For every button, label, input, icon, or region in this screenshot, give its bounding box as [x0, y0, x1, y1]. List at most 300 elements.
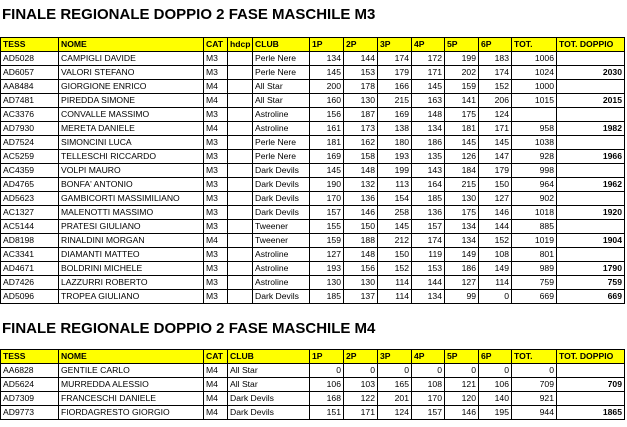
table-row — [1, 220, 625, 234]
table-cell: 143 — [412, 164, 445, 178]
table-cell: 885 — [512, 220, 557, 234]
table-cell: AC3376 — [1, 108, 59, 122]
table-cell: AD5028 — [1, 52, 59, 66]
table-cell: FRANCESCHI DANIELE — [59, 392, 204, 406]
table-row — [1, 406, 625, 420]
table-row — [1, 122, 625, 136]
table-cell: 114 — [378, 276, 412, 290]
table-cell: 163 — [412, 94, 445, 108]
table-cell: 157 — [310, 206, 344, 220]
table-cell: 171 — [412, 66, 445, 80]
table-cell: Astroline — [253, 276, 310, 290]
table-cell: 1904 — [557, 234, 625, 248]
table-cell — [228, 108, 253, 122]
table-row — [1, 80, 625, 94]
table-cell: 181 — [310, 136, 344, 150]
table-cell — [228, 80, 253, 94]
table-cell: All Star — [228, 378, 310, 392]
table-cell: 170 — [412, 392, 445, 406]
table-cell: M4 — [204, 392, 228, 406]
table-cell: 114 — [479, 276, 512, 290]
table-row — [1, 164, 625, 178]
table-cell: 145 — [378, 220, 412, 234]
table-cell: 185 — [310, 290, 344, 304]
table-cell: AD8198 — [1, 234, 59, 248]
table-cell — [228, 66, 253, 80]
table-cell — [557, 164, 625, 178]
table-cell: AD5624 — [1, 378, 59, 392]
table-cell: AD7930 — [1, 122, 59, 136]
table-row — [1, 248, 625, 262]
table-cell: 156 — [344, 262, 378, 276]
table-cell: FIORDAGRESTO GIORGIO — [59, 406, 204, 420]
table-cell — [228, 192, 253, 206]
table-cell — [228, 178, 253, 192]
table-cell: 212 — [378, 234, 412, 248]
table-cell: 1018 — [512, 206, 557, 220]
table-cell: 759 — [557, 276, 625, 290]
table-cell: 147 — [479, 150, 512, 164]
table-cell: 106 — [310, 378, 344, 392]
table-cell: 184 — [445, 164, 479, 178]
table-cell: 998 — [512, 164, 557, 178]
table-cell: Dark Devils — [253, 164, 310, 178]
table-cell — [228, 262, 253, 276]
table-cell: 801 — [512, 248, 557, 262]
table-cell: 148 — [412, 108, 445, 122]
table-cell: 0 — [310, 364, 344, 378]
table-cell: 170 — [310, 192, 344, 206]
table-cell — [557, 248, 625, 262]
table-cell — [557, 192, 625, 206]
table-cell: 180 — [378, 136, 412, 150]
table-cell: 130 — [344, 94, 378, 108]
table-cell: Perle Nere — [253, 150, 310, 164]
table-cell: AD5623 — [1, 192, 59, 206]
table-cell: 144 — [479, 220, 512, 234]
table-cell: 0 — [378, 364, 412, 378]
table-cell: 134 — [412, 122, 445, 136]
table-cell: 1865 — [557, 406, 625, 420]
table-cell: 145 — [310, 66, 344, 80]
table-cell: 199 — [378, 164, 412, 178]
table-cell: M3 — [204, 178, 228, 192]
table-cell: 152 — [479, 234, 512, 248]
table-cell: AD4765 — [1, 178, 59, 192]
table-cell: 709 — [512, 378, 557, 392]
table-cell: Astroline — [253, 122, 310, 136]
table-row — [1, 364, 625, 378]
m4-header-cell: 3P — [378, 350, 412, 364]
table-cell: 157 — [412, 406, 445, 420]
table-cell: 130 — [445, 192, 479, 206]
table-cell: 150 — [344, 220, 378, 234]
m4-header-cell: TESS — [1, 350, 59, 364]
table-cell: MALENOTTI MASSIMO — [59, 206, 204, 220]
table-cell: 145 — [310, 164, 344, 178]
table-cell: 134 — [445, 234, 479, 248]
table-cell: 179 — [479, 164, 512, 178]
table-cell — [228, 136, 253, 150]
table-cell: M4 — [204, 406, 228, 420]
table-cell: M3 — [204, 262, 228, 276]
table-cell: 153 — [412, 262, 445, 276]
table-cell: M3 — [204, 52, 228, 66]
table-cell: GIORGIONE ENRICO — [59, 80, 204, 94]
table-cell: 124 — [378, 406, 412, 420]
table-cell: AA6828 — [1, 364, 59, 378]
table-cell: 99 — [445, 290, 479, 304]
table-cell — [557, 80, 625, 94]
table-cell: 153 — [344, 66, 378, 80]
table-cell: AC3341 — [1, 248, 59, 262]
table-cell: AD9773 — [1, 406, 59, 420]
table-cell: 0 — [412, 364, 445, 378]
table-row — [1, 52, 625, 66]
table-cell: 137 — [344, 290, 378, 304]
table-cell: 1982 — [557, 122, 625, 136]
table-cell: M3 — [204, 276, 228, 290]
m4-header-cell: 2P — [344, 350, 378, 364]
m4-header-cell: 4P — [412, 350, 445, 364]
table-cell: 188 — [344, 234, 378, 248]
table-cell: VALORI STEFANO — [59, 66, 204, 80]
table-cell: AC1327 — [1, 206, 59, 220]
table-cell: 206 — [479, 94, 512, 108]
table-cell: 149 — [479, 262, 512, 276]
table-cell: 0 — [445, 364, 479, 378]
table-cell — [228, 276, 253, 290]
table-cell: 202 — [445, 66, 479, 80]
m4-header-cell: TOT. — [512, 350, 557, 364]
table-cell: 186 — [445, 262, 479, 276]
table-cell: 134 — [310, 52, 344, 66]
table-cell: 958 — [512, 122, 557, 136]
table-cell — [228, 52, 253, 66]
table-row — [1, 94, 625, 108]
table-cell: 166 — [378, 80, 412, 94]
table-cell — [228, 290, 253, 304]
table-cell: 169 — [310, 150, 344, 164]
table-cell: 928 — [512, 150, 557, 164]
table-cell: TROPEA GIULIANO — [59, 290, 204, 304]
table-cell: Perle Nere — [253, 52, 310, 66]
table-cell: 172 — [412, 52, 445, 66]
table-cell: 127 — [479, 192, 512, 206]
table-row — [1, 150, 625, 164]
table-cell: 146 — [344, 206, 378, 220]
table-cell: M3 — [204, 290, 228, 304]
table-cell: 113 — [378, 178, 412, 192]
table-cell: SIMONCINI LUCA — [59, 136, 204, 150]
m3-header-cell: 2P — [344, 38, 378, 52]
table-cell: GENTILE CARLO — [59, 364, 204, 378]
table-cell: 201 — [378, 392, 412, 406]
table-cell: 175 — [445, 206, 479, 220]
table-cell: 169 — [378, 108, 412, 122]
table-cell: LAZZURRI ROBERTO — [59, 276, 204, 290]
table-cell: Perle Nere — [253, 136, 310, 150]
table-cell: 1019 — [512, 234, 557, 248]
table-cell: AD7481 — [1, 94, 59, 108]
table-cell: 964 — [512, 178, 557, 192]
table-cell — [228, 94, 253, 108]
table-cell — [557, 364, 625, 378]
m3-header-cell: 3P — [378, 38, 412, 52]
table-row — [1, 290, 625, 304]
table-cell: 171 — [479, 122, 512, 136]
table-row — [1, 262, 625, 276]
table-cell: AD7426 — [1, 276, 59, 290]
table-cell: 138 — [378, 122, 412, 136]
table-cell: 141 — [445, 94, 479, 108]
table-cell — [557, 108, 625, 122]
table-cell: 0 — [344, 364, 378, 378]
table-cell: 127 — [310, 248, 344, 262]
table-cell: Dark Devils — [253, 192, 310, 206]
table-cell: All Star — [253, 94, 310, 108]
table-cell — [512, 108, 557, 122]
table-row — [1, 108, 625, 122]
m4-header-cell: CAT — [204, 350, 228, 364]
table-cell: 195 — [479, 406, 512, 420]
m3-header-cell: CLUB — [253, 38, 310, 52]
table-cell: 161 — [310, 122, 344, 136]
m3-header-cell: 6P — [479, 38, 512, 52]
table-cell: 159 — [445, 80, 479, 94]
table-cell: 149 — [445, 248, 479, 262]
m3-header-row — [1, 38, 625, 52]
table-cell: M3 — [204, 136, 228, 150]
table-cell: MERETA DANIELE — [59, 122, 204, 136]
table-cell: 193 — [310, 262, 344, 276]
m3-header-cell: 4P — [412, 38, 445, 52]
table-cell: DIAMANTI MATTEO — [59, 248, 204, 262]
table-cell: 152 — [378, 262, 412, 276]
m3-header-cell: TOT. — [512, 38, 557, 52]
table-row — [1, 234, 625, 248]
table-cell: 144 — [344, 52, 378, 66]
table-cell: AD5096 — [1, 290, 59, 304]
table-cell: CONVALLE MASSIMO — [59, 108, 204, 122]
table-cell: 181 — [445, 122, 479, 136]
table-cell: AC5144 — [1, 220, 59, 234]
table-cell: 134 — [445, 220, 479, 234]
table-cell: 1962 — [557, 178, 625, 192]
table-cell: Perle Nere — [253, 66, 310, 80]
table-cell: 669 — [557, 290, 625, 304]
table-row — [1, 276, 625, 290]
table-cell: Dark Devils — [228, 392, 310, 406]
table-cell: M3 — [204, 206, 228, 220]
table-cell: 179 — [378, 66, 412, 80]
table-cell: 0 — [512, 364, 557, 378]
table-cell: Tweener — [253, 234, 310, 248]
table-cell: 126 — [445, 150, 479, 164]
table-cell — [557, 220, 625, 234]
table-cell: Astroline — [253, 108, 310, 122]
table-cell: M3 — [204, 66, 228, 80]
table-cell: M4 — [204, 94, 228, 108]
table-cell: M4 — [204, 364, 228, 378]
m3-header-cell: 5P — [445, 38, 479, 52]
table-cell: 1015 — [512, 94, 557, 108]
table-cell: 148 — [344, 164, 378, 178]
table-cell: Dark Devils — [228, 406, 310, 420]
table-cell: 157 — [412, 220, 445, 234]
table-cell: TELLESCHI RICCARDO — [59, 150, 204, 164]
table-cell: PIREDDA SIMONE — [59, 94, 204, 108]
table-cell: 145 — [445, 136, 479, 150]
table-cell: GAMBICORTI MASSIMILIANO — [59, 192, 204, 206]
m4-header-cell: 1P — [310, 350, 344, 364]
table-cell: 759 — [512, 276, 557, 290]
table-cell: 150 — [378, 248, 412, 262]
table-cell: M4 — [204, 378, 228, 392]
table-cell: 127 — [445, 276, 479, 290]
m3-header-cell: NOME — [59, 38, 204, 52]
table-cell: 187 — [344, 108, 378, 122]
table-cell: 1790 — [557, 262, 625, 276]
table-cell: 134 — [412, 290, 445, 304]
table-cell: M3 — [204, 220, 228, 234]
table-cell — [228, 206, 253, 220]
m3-title: FINALE REGIONALE DOPPIO 2 FASE MASCHILE M3 — [2, 6, 376, 23]
m4-header-cell: NOME — [59, 350, 204, 364]
table-cell: M3 — [204, 150, 228, 164]
table-cell: 173 — [344, 122, 378, 136]
table-cell: AD7309 — [1, 392, 59, 406]
table-cell: M3 — [204, 248, 228, 262]
m4-header-cell: 5P — [445, 350, 479, 364]
table-cell — [557, 136, 625, 150]
table-cell: 132 — [344, 178, 378, 192]
table-cell: Astroline — [253, 262, 310, 276]
m3-header-cell: hdcp — [228, 38, 253, 52]
m4-table — [0, 349, 625, 420]
table-cell: 174 — [378, 52, 412, 66]
table-cell: 174 — [412, 234, 445, 248]
table-cell: 175 — [445, 108, 479, 122]
m3-header-cell: TESS — [1, 38, 59, 52]
table-cell: 162 — [344, 136, 378, 150]
table-row — [1, 392, 625, 406]
table-cell: 130 — [344, 276, 378, 290]
table-cell: BOLDRINI MICHELE — [59, 262, 204, 276]
table-cell: 154 — [378, 192, 412, 206]
table-cell: PRATESI GIULIANO — [59, 220, 204, 234]
table-cell: 1006 — [512, 52, 557, 66]
table-cell: 124 — [479, 108, 512, 122]
table-cell — [228, 220, 253, 234]
table-cell: 114 — [378, 290, 412, 304]
table-cell: 1966 — [557, 150, 625, 164]
table-cell: 148 — [344, 248, 378, 262]
table-cell: 152 — [479, 80, 512, 94]
table-cell: 136 — [412, 206, 445, 220]
table-cell: 185 — [412, 192, 445, 206]
table-cell: 108 — [412, 378, 445, 392]
table-cell: 119 — [412, 248, 445, 262]
table-cell: 258 — [378, 206, 412, 220]
table-cell: 0 — [479, 364, 512, 378]
m3-header-cell: CAT — [204, 38, 228, 52]
table-cell: 902 — [512, 192, 557, 206]
table-cell: CAMPIGLI DAVIDE — [59, 52, 204, 66]
table-cell: M4 — [204, 80, 228, 94]
table-cell: MURREDDA ALESSIO — [59, 378, 204, 392]
table-cell: 135 — [412, 150, 445, 164]
table-cell: 155 — [310, 220, 344, 234]
table-cell: 200 — [310, 80, 344, 94]
table-cell: 944 — [512, 406, 557, 420]
table-cell: 122 — [344, 392, 378, 406]
m4-header-cell: CLUB — [228, 350, 310, 364]
table-cell: 103 — [344, 378, 378, 392]
table-cell: AD7524 — [1, 136, 59, 150]
m4-header-cell: 6P — [479, 350, 512, 364]
table-cell — [228, 164, 253, 178]
table-cell: 121 — [445, 378, 479, 392]
table-cell — [228, 122, 253, 136]
table-cell: 151 — [310, 406, 344, 420]
table-cell: 156 — [310, 108, 344, 122]
table-cell — [228, 234, 253, 248]
m4-title: FINALE REGIONALE DOPPIO 2 FASE MASCHILE M4 — [2, 320, 376, 337]
table-cell — [228, 248, 253, 262]
table-cell: 158 — [344, 150, 378, 164]
table-row — [1, 192, 625, 206]
table-cell: 136 — [344, 192, 378, 206]
table-cell: 183 — [479, 52, 512, 66]
table-cell: 120 — [445, 392, 479, 406]
table-cell: 2030 — [557, 66, 625, 80]
table-cell: 146 — [479, 206, 512, 220]
m3-header-cell: 1P — [310, 38, 344, 52]
table-cell: 190 — [310, 178, 344, 192]
table-cell: 0 — [479, 290, 512, 304]
table-cell: 1920 — [557, 206, 625, 220]
table-cell: 199 — [445, 52, 479, 66]
table-cell: AD6057 — [1, 66, 59, 80]
table-cell: AD4671 — [1, 262, 59, 276]
table-cell: 106 — [479, 378, 512, 392]
table-cell: 150 — [479, 178, 512, 192]
table-cell: 193 — [378, 150, 412, 164]
table-cell — [557, 392, 625, 406]
table-row — [1, 178, 625, 192]
table-cell: 140 — [479, 392, 512, 406]
table-cell: 164 — [412, 178, 445, 192]
table-cell — [228, 150, 253, 164]
table-cell: 145 — [479, 136, 512, 150]
table-cell — [557, 52, 625, 66]
table-cell: 165 — [378, 378, 412, 392]
m4-header-cell: TOT. DOPPIO — [557, 350, 625, 364]
table-cell: 669 — [512, 290, 557, 304]
table-cell: 186 — [412, 136, 445, 150]
table-cell: 160 — [310, 94, 344, 108]
table-cell: VOLPI MAURO — [59, 164, 204, 178]
table-cell: M3 — [204, 108, 228, 122]
table-cell: 145 — [412, 80, 445, 94]
table-cell: 2015 — [557, 94, 625, 108]
table-cell: 174 — [479, 66, 512, 80]
table-cell: 1024 — [512, 66, 557, 80]
table-cell: All Star — [253, 80, 310, 94]
table-cell: 1038 — [512, 136, 557, 150]
table-cell: 144 — [412, 276, 445, 290]
